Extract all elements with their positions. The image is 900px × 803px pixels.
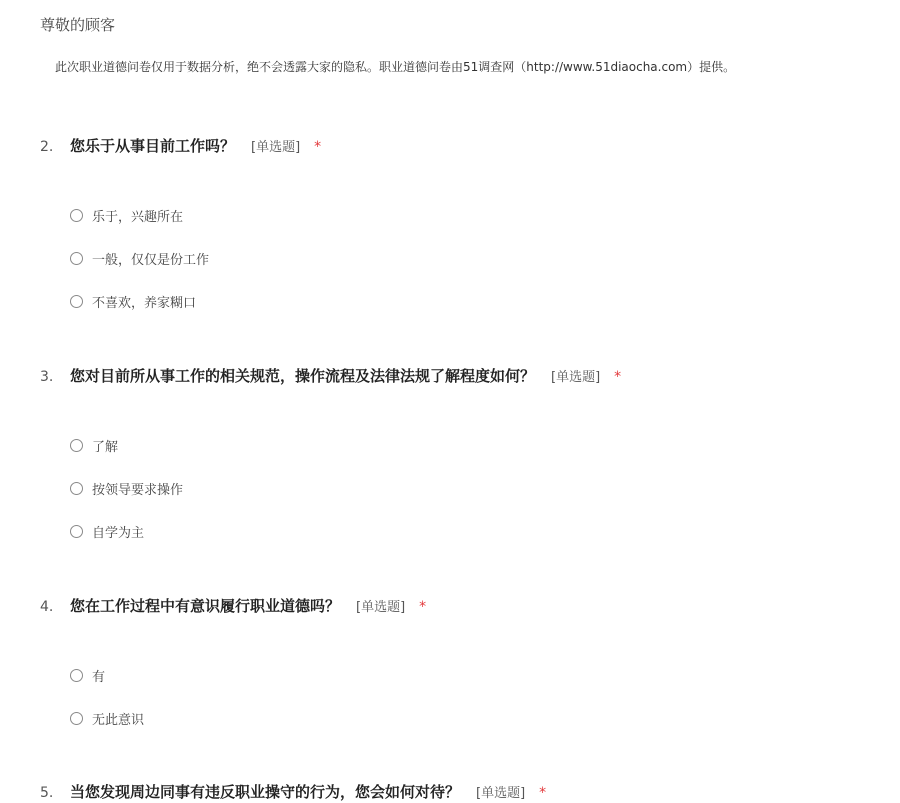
option-row[interactable]: [70, 510, 183, 553]
question-title: 当您发现周边同事有违反职业操守的行为，您会如何对待？: [70, 783, 461, 801]
survey-intro: 此次职业道德问卷仅用于数据分析，绝不会透露大家的隐私。职业道德问卷由51调查网（http://www.51diaocha.com）提供。: [55, 60, 736, 74]
required-marker: *: [419, 599, 427, 615]
required-marker: *: [539, 785, 547, 801]
option-label[interactable]: 自学为主: [92, 526, 145, 541]
option-label[interactable]: 按领导要求操作: [92, 483, 184, 498]
question-type-tag: [单选题]: [551, 370, 601, 385]
radio-button[interactable]: [70, 439, 83, 452]
option-label[interactable]: 一般，仅仅是份工作: [92, 253, 210, 268]
option-row[interactable]: [70, 697, 144, 740]
option-label[interactable]: 了解: [92, 440, 119, 455]
question-number: 2.: [40, 139, 54, 155]
radio-button[interactable]: [70, 525, 83, 538]
option-label[interactable]: 乐于，兴趣所在: [92, 210, 184, 225]
question-title: 您在工作过程中有意识履行职业道德吗？: [70, 597, 341, 615]
options-list: [70, 194, 209, 323]
question-number: 4.: [40, 599, 54, 615]
question-2: [40, 135, 880, 311]
question-type-tag: [单选题]: [251, 140, 301, 155]
question-number: 5.: [40, 785, 54, 801]
question-number: 3.: [40, 369, 54, 385]
question-3: [40, 365, 880, 541]
radio-button[interactable]: [70, 482, 83, 495]
option-row[interactable]: [70, 654, 144, 697]
option-row[interactable]: [70, 467, 183, 510]
option-row[interactable]: [70, 280, 209, 323]
question-type-tag: [单选题]: [476, 786, 526, 801]
option-row[interactable]: [70, 424, 183, 467]
radio-button[interactable]: [70, 209, 83, 222]
options-list: [70, 424, 183, 553]
survey-greeting: 尊敬的顾客: [40, 16, 116, 34]
required-marker: *: [614, 369, 622, 385]
question-title: 您对目前所从事工作的相关规范，操作流程及法律法规了解程度如何？: [70, 367, 536, 385]
option-label[interactable]: 无此意识: [92, 713, 145, 728]
question-type-tag: [单选题]: [356, 600, 406, 615]
question-4: [40, 595, 880, 728]
radio-button[interactable]: [70, 252, 83, 265]
option-row[interactable]: [70, 194, 209, 237]
options-list: [70, 654, 144, 740]
radio-button[interactable]: [70, 669, 83, 682]
radio-button[interactable]: [70, 295, 83, 308]
required-marker: *: [314, 139, 322, 155]
radio-button[interactable]: [70, 712, 83, 725]
option-label[interactable]: 有: [92, 670, 106, 685]
option-label[interactable]: 不喜欢，养家糊口: [92, 296, 197, 311]
question-title: 您乐于从事目前工作吗？: [70, 137, 236, 155]
option-row[interactable]: [70, 237, 209, 280]
